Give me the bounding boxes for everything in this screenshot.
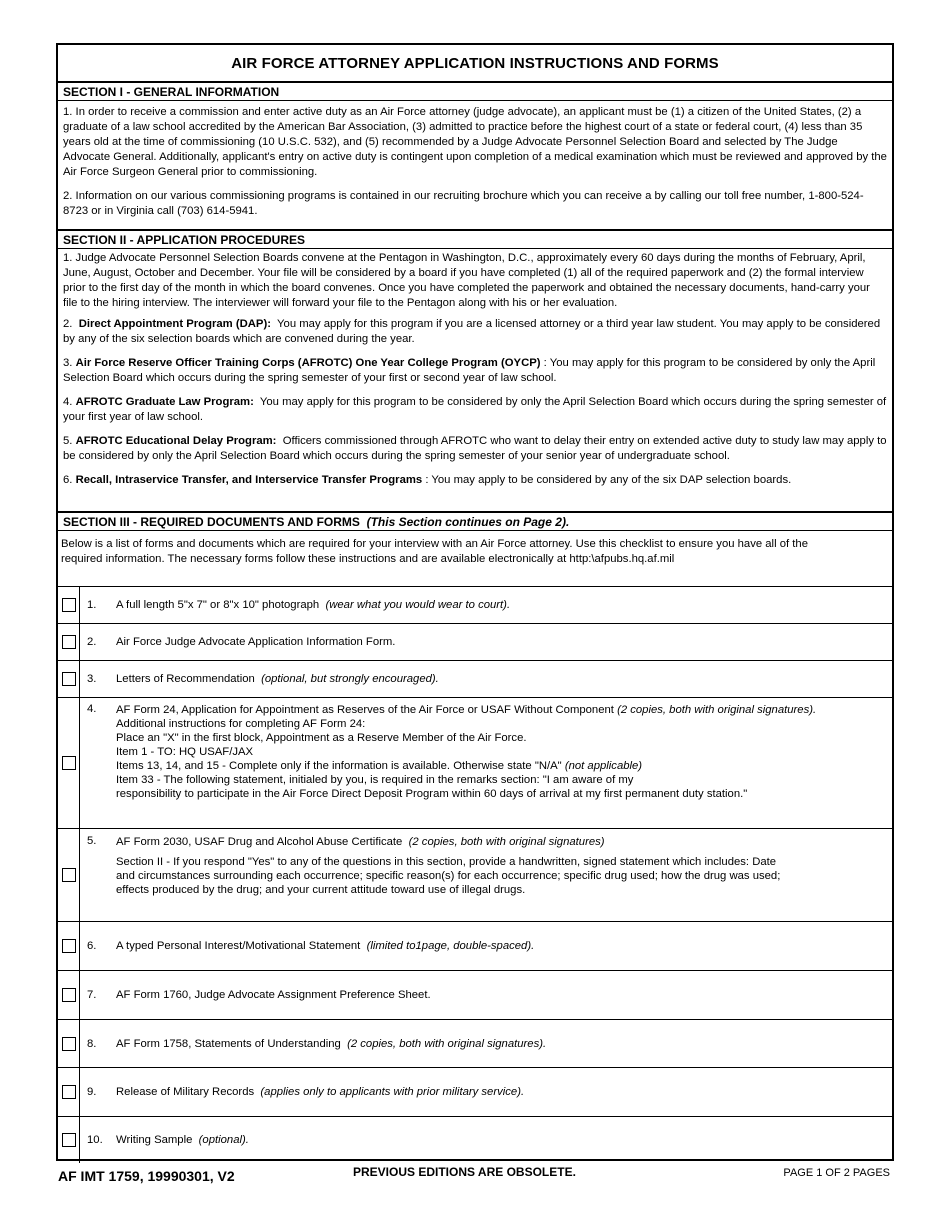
section-2-paragraph-2: 2. Direct Appointment Program (DAP): You may apply for this program if you are a licensed attorney or a third year law student. You may apply to be considered by any of the six selection boards which are convened during the year. xyxy=(63,318,881,345)
section-2-heading: SECTION II - APPLICATION PROCEDURES xyxy=(58,231,892,249)
section-1-paragraph-1: 1. In order to receive a commission and enter active duty as an Air Force attorney (judge advocate), an applicant must be (1) a citizen of the United States, (2) a graduate of a law school accredited by the American Bar Association, (3) admitted to practice before the highest court of a state or federal court, (4) less than 35 years old at the time of commissioning (10 U.S.C. 532), and (5) recommended by a Judge Advocate Personnel Selection Board and selected by The Judge Advocate General. Additionally, applicant's entry on active duty is contingent upon completion of a medical examination which must be reviewed and approved by the Air Force Surgeon General prior to commissioning. xyxy=(63,106,887,178)
section-1-heading: SECTION I - GENERAL INFORMATION xyxy=(58,83,892,101)
educational-delay-program-title: AFROTC Educational Delay Program: xyxy=(75,435,277,447)
section-2-paragraph-6: 6. Recall, Intraservice Transfer, and Interservice Transfer Programs : You may apply to be considered by any of the six DAP selection boards. xyxy=(63,474,792,486)
section-1-paragraph-2: 2. Information on our various commissioning programs is contained in our recruiting brochure which you can receive a by calling our toll free number, 1-800-524-8723 or in Virginia call (703) 614-5941. xyxy=(63,190,864,217)
checkbox-item-4[interactable] xyxy=(62,756,76,770)
checklist-item: 6. A typed Personal Interest/Motivational Statement (limited to1page, double-spaced). xyxy=(58,921,892,970)
graduate-law-program-title: AFROTC Graduate Law Program: xyxy=(75,396,254,408)
application-form xyxy=(56,43,894,1161)
section-2-paragraph-3: 3. Air Force Reserve Officer Training Corps (AFROTC) One Year College Program (OYCP) : You may apply for this program to be considered by only the April Selection Board which occurs during the spring semester of your first or second year of law school. xyxy=(63,357,876,384)
checklist-item: 4. AF Form 24, Application for Appointment as Reserves of the Air Force or USAF Without Component (2 copies, both with original signatures). Additional instructions for completing AF Form 24: Place an "X" in the first block, Appointment as a Reserve Member of the Air Force. Item 1 - TO: HQ USAF/JAX Items 13, 14, and 15 - Complete only if the information is available. Otherwise state "N/A" (not applicable) Item 33 - The following statement, initialed by you, is required in the remarks section: "I am aware of my responsibility to participate in the Air Force Direct Deposit Program within 60 days of arrival at my first permanent duty station." xyxy=(58,697,892,828)
checkbox-item-1[interactable] xyxy=(62,598,76,612)
page-number: PAGE 1 OF 2 PAGES xyxy=(783,1167,890,1179)
page-footer xyxy=(56,1165,894,1189)
oycp-program-title: Air Force Reserve Officer Training Corps (AFROTC) One Year College Program (OYCP) xyxy=(75,357,541,369)
section-1 xyxy=(58,83,892,231)
checklist-item: 7. AF Form 1760, Judge Advocate Assignment Preference Sheet. xyxy=(58,970,892,1019)
checklist-item: 8. AF Form 1758, Statements of Understanding (2 copies, both with original signatures). xyxy=(58,1019,892,1067)
checkbox-item-7[interactable] xyxy=(62,988,76,1002)
checkbox-item-5[interactable] xyxy=(62,868,76,882)
dap-program-title: Direct Appointment Program (DAP): xyxy=(78,318,271,330)
checklist-item: 2. Air Force Judge Advocate Application Information Form. xyxy=(58,623,892,660)
form-title: AIR FORCE ATTORNEY APPLICATION INSTRUCTIONS AND FORMS xyxy=(58,45,892,83)
obsolete-notice: PREVIOUS EDITIONS ARE OBSOLETE. xyxy=(353,1165,576,1179)
checklist-item: 1. A full length 5"x 7" or 8"x 10" photograph (wear what you would wear to court). xyxy=(58,586,892,623)
section-3-heading: SECTION III - REQUIRED DOCUMENTS AND FORMS (This Section continues on Page 2). xyxy=(58,513,892,531)
transfer-program-title: Recall, Intraservice Transfer, and Interservice Transfer Programs xyxy=(75,474,423,486)
checkbox-item-3[interactable] xyxy=(62,672,76,686)
checkbox-item-10[interactable] xyxy=(62,1133,76,1147)
section-2 xyxy=(58,231,892,513)
checkbox-item-6[interactable] xyxy=(62,939,76,953)
checkbox-item-2[interactable] xyxy=(62,635,76,649)
section-2-paragraph-1: 1. Judge Advocate Personnel Selection Boards convene at the Pentagon in Washington, D.C., approximately every 60 days during the months of February, April, June, August, October and December. Your file will be considered by a board if you have completed (1) all of the required paperwork and (2) the formal interview prior to the first day of the month in which the board convenes. Once you have completed the paperwork and obtained the necessary documents, hand-carry your file to the hiring interview. The interviewer will forward your file to the Pentagon along with his or her evaluation. xyxy=(63,252,870,309)
checklist-item: 10. Writing Sample (optional). xyxy=(58,1116,892,1163)
checklist-item: 3. Letters of Recommendation (optional, but strongly encouraged). xyxy=(58,660,892,697)
form-number: AF IMT 1759, 19990301, V2 xyxy=(58,1168,235,1184)
checklist-item: 5. AF Form 2030, USAF Drug and Alcohol Abuse Certificate (2 copies, both with original signatures) Section II - If you respond "Yes" to any of the questions in this section, provide a handwritten, signed statement which includes: Date and circumstances surrounding each occurrence; specific reason(s) for each occurrence; specific drug used; how the drug was used; effects produced by the drug; and your current attitude toward use of illegal drugs. xyxy=(58,828,892,921)
section-2-paragraph-5: 5. AFROTC Educational Delay Program: Officers commissioned through AFROTC who want to delay their entry on extended active duty to study law may apply to be considered by only the April Selection Board which occurs during the spring semester of your senior year of undergraduate school. xyxy=(63,435,887,462)
section-3-intro: Below is a list of forms and documents which are required for your interview with an Air Force attorney. Use this checklist to ensure you have all of the required information. The necessary forms follow these instructions and are available electronically at http:\afpubs.hq.af.mil xyxy=(61,538,808,565)
checkbox-item-8[interactable] xyxy=(62,1037,76,1051)
checkbox-item-9[interactable] xyxy=(62,1085,76,1099)
section-2-paragraph-4: 4. AFROTC Graduate Law Program: You may apply for this program to be considered by only the April Selection Board which occurs during the spring semester of your first year of law school. xyxy=(63,396,887,423)
checklist-item: 9. Release of Military Records (applies only to applicants with prior military service). xyxy=(58,1067,892,1116)
